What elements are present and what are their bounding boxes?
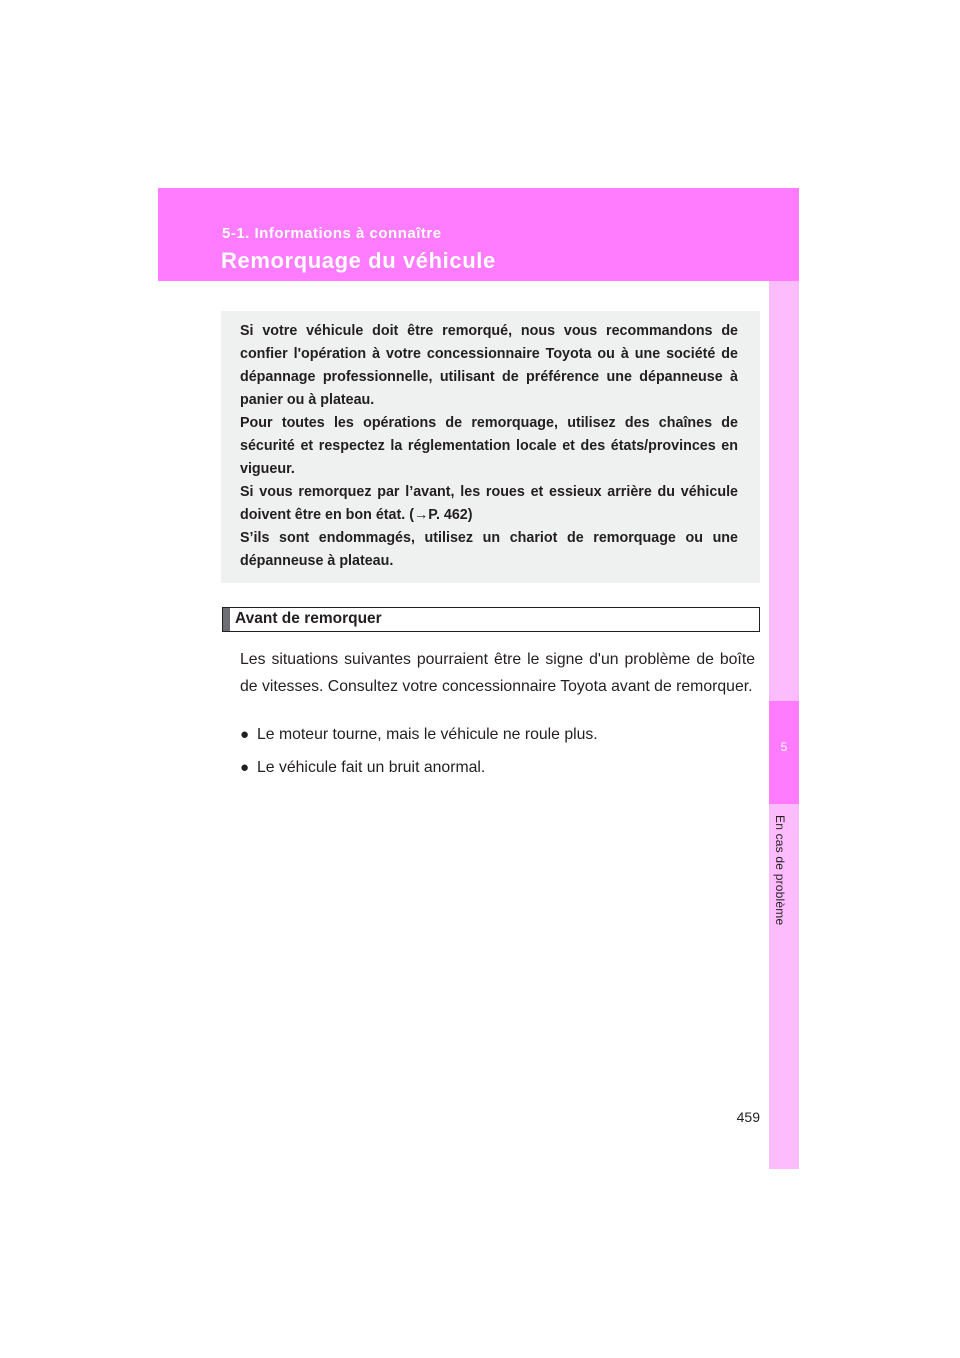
- bullet-text: Le véhicule fait un bruit anormal.: [257, 759, 486, 776]
- bullet-icon: ●: [240, 726, 250, 743]
- chapter-label: En cas de problème: [773, 815, 787, 926]
- section-reference: 5-1. Informations à connaître: [222, 225, 442, 242]
- section-heading-text: Avant de remorquer: [235, 610, 382, 627]
- heading-marker: [223, 608, 230, 631]
- intro-paragraph: Pour toutes les opérations de remorquage, utilisez des chaînes de sécurité et respectez la réglementation locale et des états/provinces en vigueur.: [240, 415, 738, 477]
- intro-paragraph: Si votre véhicule doit être remorqué, nous vous recommandons de confier l'opération à votre concessionnaire Toyota ou à une société de dépannage professionnelle, utilisant de préférence une dépanneuse à panier ou à plateau.: [240, 323, 738, 408]
- section-heading: [222, 607, 760, 632]
- bullet-text: Le moteur tourne, mais le véhicule ne roule plus.: [257, 726, 598, 743]
- page-title: Remorquage du véhicule: [221, 248, 496, 273]
- intro-paragraph: S’ils sont endommagés, utilisez un chariot de remorquage ou une dépanneuse à plateau.: [240, 530, 738, 569]
- bullet-item: [240, 723, 755, 747]
- chapter-number: 5: [780, 740, 788, 754]
- intro-box: [221, 311, 760, 583]
- bullet-icon: ●: [240, 759, 250, 776]
- section-body: Les situations suivantes pourraient être le signe d'un problème de boîte de vitesses. Consultez votre concessionnaire Toyota avant de remorquer.: [240, 651, 755, 695]
- intro-paragraph: Si vous remorquez par l’avant, les roues et essieux arrière du véhicule doivent être en bon état. (→P. 462): [240, 484, 738, 523]
- page-number: 459: [736, 1109, 760, 1125]
- bullet-item: [240, 756, 755, 780]
